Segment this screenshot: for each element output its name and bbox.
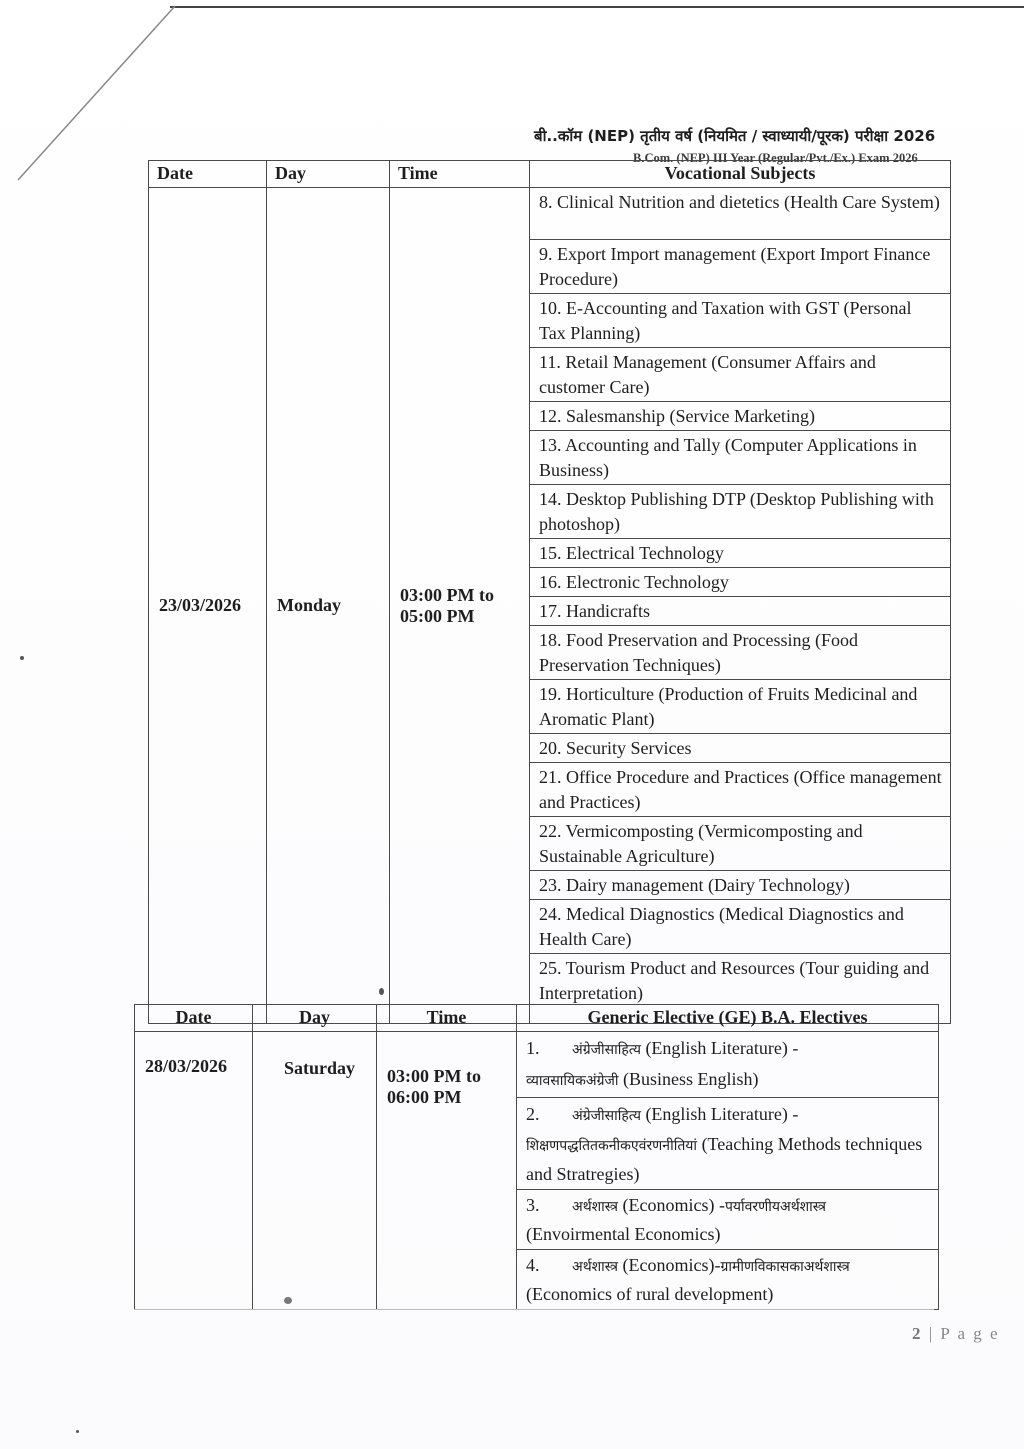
page-number [912,1324,1000,1344]
table-row [149,188,951,240]
col-header-subject: Generic Elective (GE) B.A. Electives [517,1005,939,1032]
subject-cell: 23. Dairy management (Dairy Technology) [530,871,951,900]
exam-time [377,1032,517,1310]
subject-hindi-name: अर्थशास्त्र [572,1199,618,1215]
exam-date: 28/03/2026 [135,1032,253,1310]
subject-cell [517,1032,939,1098]
scan-edge-line [170,6,1024,8]
subject-english-name: (Economics)- [617,1255,721,1275]
exam-date: 23/03/2026 [149,188,267,1024]
col-header-subject: Vocational Subjects [530,161,951,188]
paper-english-name: (Envoirmental Economics) [526,1224,721,1244]
exam-time-line2: 05:00 PM [400,605,475,626]
subject-cell: 15. Electrical Technology [530,539,951,568]
col-header-date: Date [149,161,267,188]
subject-number: 4. [526,1255,540,1275]
scan-speck [20,656,24,660]
col-header-day: Day [267,161,390,188]
page-number-value: 2 [912,1324,923,1343]
exam-time-line2: 06:00 PM [387,1087,462,1107]
subject-number: 3. [526,1195,540,1215]
subject-cell: 17. Handicrafts [530,597,951,626]
exam-title-hindi: बी..कॉम (NEP) तृतीय वर्ष (नियमित / स्वाध्यायी/पूरक) परीक्षा 2026 [534,127,936,145]
table-header-row [149,161,951,188]
subject-cell: 13. Accounting and Tally (Computer Applications in Business) [530,431,951,485]
subject-cell: 19. Horticulture (Production of Fruits Medicinal and Aromatic Plant) [530,680,951,734]
paper-english-name: (Teaching Methods techniques and Stratregies) [526,1134,923,1184]
paper-english-name: (Economics of rural development) [526,1284,774,1304]
subject-cell: 10. E-Accounting and Taxation with GST (Personal Tax Planning) [530,294,951,348]
col-header-day: Day [253,1005,377,1032]
paper-hindi-name: शिक्षणपद्धतितकनीकएवंरणनीतियां [526,1138,698,1154]
paper-english-name: (Business English) [618,1069,759,1089]
subject-cell: 24. Medical Diagnostics (Medical Diagnostics and Health Care) [530,900,951,954]
vocational-schedule-table [148,160,951,1024]
subject-hindi-name: अंग्रेजीसाहित्य [572,1042,641,1058]
col-header-time: Time [377,1005,517,1032]
exam-day: Monday [267,188,390,1024]
exam-time [390,188,530,1024]
subject-number: 1. [526,1038,540,1058]
table-header-row [135,1005,939,1032]
subject-cell [517,1190,939,1250]
exam-time-line1: 03:00 PM to [400,584,494,605]
col-header-date: Date [135,1005,253,1032]
scan-speck [284,1297,292,1304]
subject-cell: 16. Electronic Technology [530,568,951,597]
subject-cell: 20. Security Services [530,734,951,763]
table-row [135,1032,939,1098]
subject-cell: 14. Desktop Publishing DTP (Desktop Publishing with photoshop) [530,485,951,539]
subject-cell: 12. Salesmanship (Service Marketing) [530,402,951,431]
subject-cell: 25. Tourism Product and Resources (Tour guiding and Interpretation) [530,954,951,1024]
subject-cell: 22. Vermicomposting (Vermicomposting and Sustainable Agriculture) [530,817,951,871]
subject-cell: 21. Office Procedure and Practices (Office management and Practices) [530,763,951,817]
subject-english-name: (Economics) - [617,1195,725,1215]
subject-cell: 18. Food Preservation and Processing (Food Preservation Techniques) [530,626,951,680]
generic-elective-schedule-table [134,1004,939,1310]
subject-cell: 8. Clinical Nutrition and dietetics (Health Care System) [530,188,951,240]
subject-hindi-name: अंग्रेजीसाहित्य [572,1108,641,1124]
subject-number: 2. [526,1104,540,1124]
scan-speck [76,1430,79,1433]
subject-english-name: (English Literature) - [640,1038,799,1058]
subject-english-name: (English Literature) - [640,1104,799,1124]
subject-cell: 9. Export Import management (Export Import Finance Procedure) [530,240,951,294]
subject-cell [517,1098,939,1190]
subject-hindi-name: अर्थशास्त्र [572,1259,618,1275]
subject-cell: 11. Retail Management (Consumer Affairs and customer Care) [530,348,951,402]
exam-title-english: B.Com. (NEP) III Year (Regular/Pvt./Ex.) Exam 2026 [633,151,918,165]
subject-cell [517,1250,939,1310]
footer-divider [134,1309,934,1310]
col-header-time: Time [390,161,530,188]
scan-speck [379,988,384,995]
page-number-label: | P a g e [928,1324,1000,1343]
paper-hindi-name: व्यावसायिकअंग्रेजी [526,1073,619,1089]
exam-day: Saturday [253,1032,377,1310]
exam-time-line1: 03:00 PM to [387,1066,481,1086]
paper-hindi-name: पर्यावरणीयअर्थशास्त्र [724,1199,826,1215]
paper-hindi-name: ग्रामीणविकासकाअर्थशास्त्र [720,1259,850,1275]
